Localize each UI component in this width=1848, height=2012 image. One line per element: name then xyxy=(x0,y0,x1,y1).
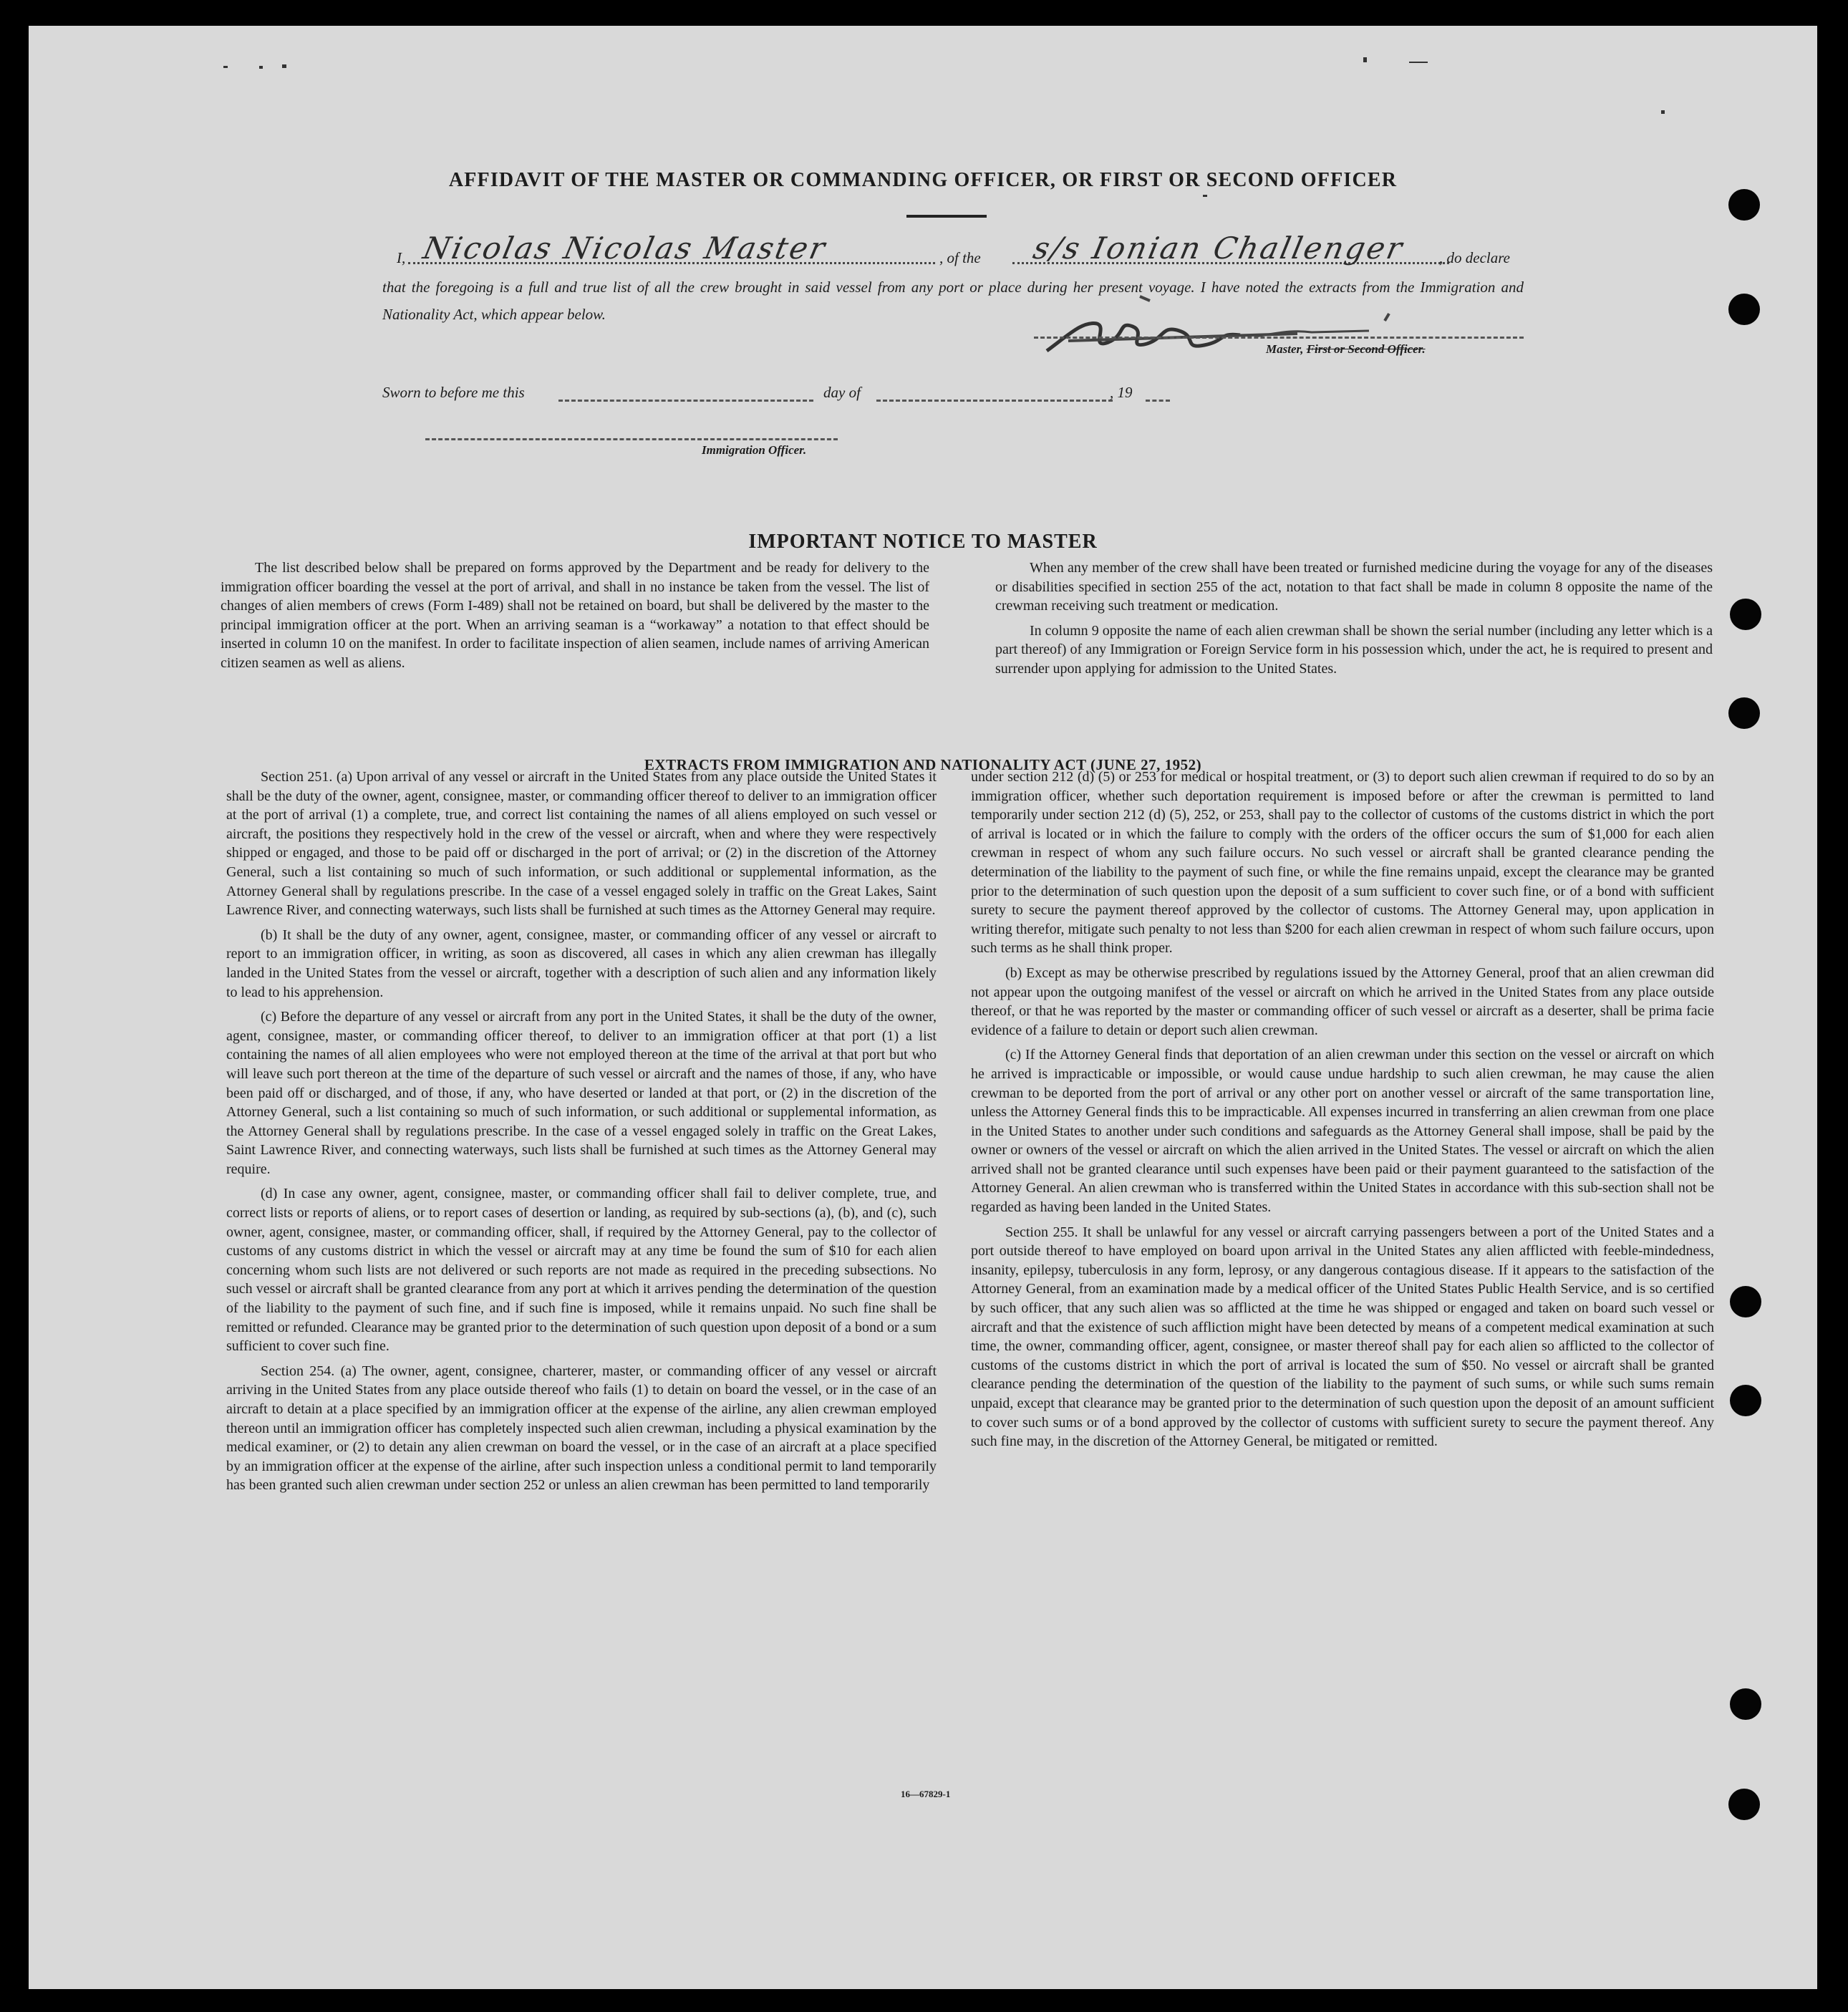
document-page xyxy=(29,26,1817,1989)
extract-paragraph: (c) Before the departure of any vessel or aircraft from any port in the United States, it shall be the duty of the owner, agent, consignee, master, or commanding officer thereof, to deliver to an immigration officer at that port (1) a list containing the names of all alien employees who were not employed thereon at the time of the arrival at that port but who will leave such port thereon at the time of the departure of such vessel or aircraft and the names of those, if any, who have been paid off or discharged, and of those, if any, who have deserted or landed at that port, or (2) in the discretion of the Attorney General, such a list containing so much of such information, or such additional or supplemental information, as the Attorney General shall by regulations prescribe. In the case of a vessel engaged solely in traffic on the Great Lakes, Saint Lawrence River, and connecting waterways, such lists shall be furnished at such times as the Attorney General may require. xyxy=(226,1009,937,1177)
of-the-label: , of the xyxy=(939,249,981,266)
extract-paragraph: under section 212 (d) (5) or 253 for medical or hospital treatment, or (3) to deport such alien crewman if required to do so by an immigration officer, whether such deportation requirement is imposed before or after the crewman is permitted to land temporarily under section 212 (d) (5), 252, or 253, shall pay to the collector of customs of the customs district in which the port of arrival is located or in which the failure to comply with the orders of the officer occurs the sum of $1,000 for each alien crewman in respect of whom any such failure occurs. No such vessel or aircraft shall be granted clearance pending the determination of the liability to the payment of such fine, or while the fine remains unpaid, except the clearance may be granted prior to the determination of such question upon the deposit of a sum sufficient to cover such fine, or of a bond with sufficient surety to secure the payment thereof approved by the collector of customs. The Attorney General may, upon application in writing therefor, mitigate such penalty to not less than $200 for each alien crewman in respect of whom such failure occurs, upon such terms as he shall think proper. xyxy=(971,769,1714,957)
binder-hole xyxy=(1730,1688,1761,1720)
declaration-line xyxy=(382,233,1524,274)
month-field xyxy=(876,400,1113,402)
i-label: I, xyxy=(397,249,406,266)
signature-caption xyxy=(1266,342,1426,357)
handwritten-name: Nicolas Nicolas Master xyxy=(420,231,831,266)
form-number: 16—67829-1 xyxy=(901,1789,951,1799)
binder-hole xyxy=(1728,697,1760,729)
immigration-officer-line xyxy=(425,438,838,440)
extract-paragraph: (b) It shall be the duty of any owner, agent, consignee, master, or commanding officer of any vessel or aircraft to report to an immigration officer, in writing, as soon as discovered, all cases in which any alien crewman has illegally landed in the United States from the vessel or aircraft, together with a description of such alien and any information likely to lead to his apprehension. xyxy=(226,927,937,1000)
declare-label: , do declare xyxy=(1439,249,1510,266)
day-of-label: day of xyxy=(823,384,861,401)
caption-master: Master, xyxy=(1266,342,1304,356)
title-rule xyxy=(906,215,987,218)
immigration-officer-caption: Immigration Officer. xyxy=(702,443,807,457)
extract-paragraph: Section 255. It shall be unlawful for any vessel or aircraft carrying passengers between a port of the United States and a port outside thereof to have employed on board upon arrival in the United States any alien afflicted with feeble-mindedness, insanity, epilepsy, tuberculosis in any form, leprosy, or any dangerous contagious disease. If it appears to the satisfaction of the Attorney General, from an examination made by a medical officer of the United States Public Health Service, and is so certified by such officer, that any such alien was so afflicted at the time he was shipped or engaged and taken on board such vessel or aircraft and that the existence of such affliction might have been detected by means of a competent medical examination at such time, the owner, commanding officer, agent, consignee, or master thereof shall pay for each alien so afflicted to the collector of customs of the customs district in which the port of arrival is located the sum of $50. No vessel or aircraft shall be granted clearance pending the determination of the question of the liability to the payment of such sums, or while such sums remain unpaid, except that clearance may be granted prior to the determination of such question upon the deposit of an amount sufficient to cover such sums or of a bond approved by the collector of customs with sufficient surety to secure the payment thereof. Any such fine may, in the discretion of the Attorney General, be mitigated or remitted. xyxy=(971,1224,1714,1450)
binder-hole xyxy=(1728,189,1760,221)
extracts-title: EXTRACTS FROM IMMIGRATION AND NATIONALITY ACT (JUNE 27, 1952) xyxy=(644,756,1202,773)
signature-line xyxy=(1034,337,1524,339)
binder-hole xyxy=(1730,1385,1761,1416)
extract-paragraph: (b) Except as may be otherwise prescribed by regulations issued by the Attorney General, proof that an alien crewman did not appear upon the outgoing manifest of the vessel or aircraft on which he arrived in the United States from any place outside thereof, or that he was reported by the master or commanding officer of such vessel or aircraft as a deserter, shall be prima facie evidence of a failure to detain or deport such alien crewman. xyxy=(971,964,1714,1038)
extract-paragraph: Section 251. (a) Upon arrival of any vessel or aircraft in the United States from any place outside the United States it shall be the duty of the owner, agent, consignee, master, or commanding officer thereof to deliver to an immigration officer at the port of arrival (1) a complete, true, and correct list containing the names of all aliens employed on such vessel or aircraft, the positions they respectively hold in the crew of the vessel or aircraft, when and where they were respectively shipped or engaged, and those to be paid off or discharged in the port of arrival; or (2) in the discretion of the Attorney General, such a list containing so much of such information, or such additional or supplemental information, as the Attorney General shall by regulations prescribe. In the case of a vessel engaged solely in traffic on the Great Lakes, Saint Lawrence River, and connecting waterways, such lists shall be furnished at such times as the Attorney General may require. xyxy=(226,769,937,919)
binder-hole xyxy=(1728,294,1760,325)
notice-title: IMPORTANT NOTICE TO MASTER xyxy=(748,531,1098,553)
notice-right-column xyxy=(995,558,1713,685)
sworn-label: Sworn to before me this xyxy=(382,384,525,401)
declaration-statement: that the foregoing is a full and true list of all the crew brought in said vessel from any port or place during her present voyage. I have noted the extracts from the Immigration and Nationality Act, which appear below. xyxy=(382,279,1524,323)
extract-paragraph: (d) In case any owner, agent, consignee, master, or commanding officer shall fail to deliver complete, true, and correct lists or reports of aliens, or to report cases of desertion or landing, as required by sub-sections (a), (b), and (c), such owner, agent, consignee, master, or commanding officer, shall, if required by the Attorney General, pay to the collector of customs of any customs district in which the vessel or aircraft may at any time be found the sum of $10 for each alien concerning whom such lists are not delivered or such reports are not made as required in the preceding subsections. No such vessel or aircraft shall be granted clearance from any port at which it arrives pending the determination of the question of the liability to the payment of such fine, and if such fine is imposed, while it remains unpaid. No such fine shall be remitted or refunded. Clearance may be granted prior to the determination of such question upon deposit of a bond or a sum sufficient to cover such fine. xyxy=(226,1186,937,1355)
notice-left-column xyxy=(221,558,929,679)
binder-hole xyxy=(1728,1789,1760,1820)
affidavit-title: AFFIDAVIT OF THE MASTER OR COMMANDING OFFICER, OR FIRST OR SECOND OFFICER xyxy=(448,169,1398,191)
notice-paragraph: In column 9 opposite the name of each alien crewman shall be shown the serial number (including any letter which is a part thereof) of any Immigration or Foreign Service form in his possession which, under the act, he is required to present and surrender upon applying for admission to the United States. xyxy=(995,622,1713,677)
binder-hole xyxy=(1730,599,1761,630)
caption-struck-officer: First or Second Officer. xyxy=(1306,342,1426,356)
extract-paragraph: Section 254. (a) The owner, agent, consignee, charterer, master, or commanding officer of any vessel or aircraft arriving in the United States from any place outside thereof who fails (1) to detain on board the vessel, or in the case of an aircraft to detain at a place specified by an immigration officer at the expense of the airline, any alien crewman employed thereon until an immigration officer has completely inspected such alien crewman, including a physical examination by the medical examiner, or (2) to detain any alien crewman on board the vessel, or in the case of an aircraft at a place specified by an immigration officer at the expense of the airline, after such inspection unless a conditional permit to land temporarily has been granted such alien crewman under section 252 or unless an alien crewman has been permitted to land temporarily xyxy=(226,1363,937,1494)
year-field xyxy=(1146,400,1170,402)
extracts-right-column xyxy=(971,768,1714,1457)
binder-hole xyxy=(1730,1286,1761,1317)
notice-paragraph: The list described below shall be prepared on forms approved by the Department and be ready for delivery to the immigration officer boarding the vessel at the port of arrival, and shall in no instance be taken from the vessel. The list of changes of alien members of crews (Form I-489) shall not be retained on board, but shall be delivered by the master to the principal immigration officer at the port. When an arriving seaman is a “workaway” a notation to that effect should be inserted in column 10 on the manifest. In order to facilitate inspection of alien seamen, include names of arriving American citizen seamen as well as aliens. xyxy=(221,560,929,671)
year-label: , 19 xyxy=(1110,384,1133,401)
notice-paragraph: When any member of the crew shall have been treated or furnished medicine during the voyage for any of the diseases or disabilities specified in section 255 of the act, notation to that fact shall be made in column 8 opposite the name of the crewman receiving such treatment or medication. xyxy=(995,560,1713,614)
extract-paragraph: (c) If the Attorney General finds that deportation of an alien crewman under this section on the vessel or aircraft on which he arrived is impracticable or impossible, or would cause undue hardship to such alien crewman, he may cause the alien crewman to be deported from the port of arrival or any other port on another vessel or aircraft of the same transportation line, unless the Attorney General finds this to be impracticable. All expenses incurred in transferring an alien crewman from one place in the United States to another under such conditions and safeguards as the Attorney General shall impose, shall be paid by the owner or owners of the vessel or aircraft on which the alien arrived in the United States. The vessel or aircraft on which the alien arrived shall not be granted clearance until such expenses have been paid or their payment guaranteed to the satisfaction of the Attorney General. An alien crewman who is transferred within the United States in accordance with this sub-section shall not be regarded as having been landed in the United States. xyxy=(971,1047,1714,1216)
handwritten-vessel: s/s Ionian Challenger xyxy=(1030,231,1408,266)
extracts-left-column xyxy=(226,768,937,1501)
sworn-date-field xyxy=(558,400,813,402)
